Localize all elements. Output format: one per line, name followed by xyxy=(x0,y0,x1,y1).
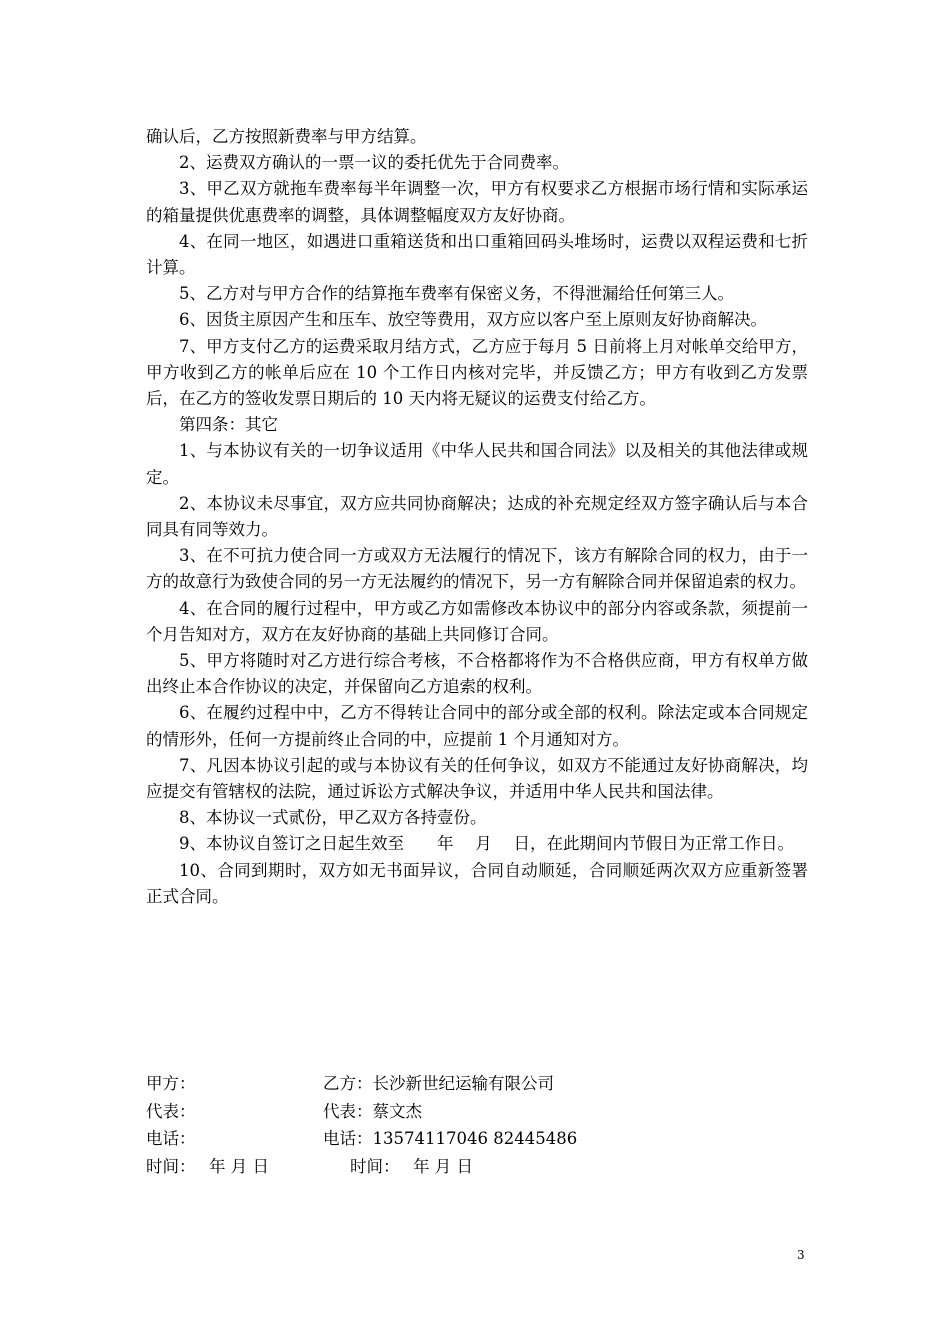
party-a-label: 甲方： xyxy=(146,1074,196,1093)
paragraph: 9、本协议自签订之日起生效至 年 月 日，在此期间内节假日为正常工作日。 xyxy=(179,834,794,854)
time-a: 时间： 年 月 日 xyxy=(146,1156,269,1176)
rep-a-label: 代表： xyxy=(146,1101,196,1121)
phone-a-label: 电话： xyxy=(146,1129,196,1148)
paragraph: 3、甲乙双方就拖车费率每半年调整一次，甲方有权要求乙方根据市场行情和实际承运的箱量提供优惠费率的调整，具体调整幅度双方友好协商。 xyxy=(146,179,808,225)
paragraph: 4、在合同的履行过程中，甲方或乙方如需修改本协议中的部分内容或条款，须提前一个月告知对方，双方在友好协商的基础上共同修订合同。 xyxy=(146,598,808,644)
paragraph: 确认后，乙方按照新费率与甲方结算。 xyxy=(146,127,427,146)
signature-row-phone xyxy=(146,1125,808,1153)
paragraph: 5、甲方将随时对乙方进行综合考核，不合格都将作为不合格供应商，甲方有权单方做出终止本合作协议的决定，并保留向乙方追索的权利。 xyxy=(146,651,808,697)
paragraph: 8、本协议一式贰份，甲乙双方各持壹份。 xyxy=(179,808,487,828)
signature-row-time xyxy=(146,1153,808,1181)
signature-row-representative xyxy=(146,1098,808,1126)
paragraph: 2、运费双方确认的一票一议的委托优先于合同费率。 xyxy=(179,153,569,173)
signature-block xyxy=(146,1070,808,1180)
paragraph: 1、与本协议有关的一切争议适用《中华人民共和国合同法》以及相关的其他法律或规定。 xyxy=(146,441,808,487)
party-b-name: 乙方：长沙新世纪运输有限公司 xyxy=(323,1074,554,1093)
paragraph: 10、合同到期时，双方如无书面异议，合同自动顺延，合同顺延两次双方应重新签署正式合同。 xyxy=(146,860,808,906)
paragraph: 7、凡因本协议引起的或与本协议有关的任何争议，如双方不能通过友好协商解决，均应提交有管辖权的法院，通过诉讼方式解决争议，并适用中华人民共和国法律。 xyxy=(146,755,808,802)
paragraph: 7、甲方支付乙方的运费采取月结方式，乙方应于每月 5 日前将上月对帐单交给甲方，甲方收到乙方的帐单后应在 10 个工作日内核对完毕，并反馈乙方；甲方有收到乙方发票后，在乙方的签收发票日期后的 10 天内将无疑议的运费支付给乙方。 xyxy=(146,336,808,409)
signature-row-party xyxy=(146,1070,808,1098)
paragraph: 2、本协议未尽事宜，双方应共同协商解决；达成的补充规定经双方签字确认后与本合同具有同等效力。 xyxy=(146,493,808,540)
paragraph: 4、在同一地区，如遇进口重箱送货和出口重箱回码头堆场时，运费以双程运费和七折计算。 xyxy=(146,231,808,278)
rep-b-name: 代表：蔡文杰 xyxy=(323,1101,422,1121)
time-b: 时间： 年 月 日 xyxy=(350,1156,473,1176)
paragraph: 6、在履约过程中中，乙方不得转让合同中的部分或全部的权利。除法定或本合同规定的情形外，任何一方提前终止合同的中，应提前 1 个月通知对方。 xyxy=(146,703,808,749)
paragraph: 3、在不可抗力使合同一方或双方无法履行的情况下，该方有解除合同的权力，由于一方的故意行为致使合同的另一方无法履约的情况下，另一方有解除合同并保留追索的权力。 xyxy=(146,546,808,592)
section-heading: 第四条：其它 xyxy=(179,415,278,435)
contract-body xyxy=(146,124,808,910)
paragraph: 6、因货主原因产生和压车、放空等费用，双方应以客户至上原则友好协商解决。 xyxy=(179,310,767,330)
page-number: 3 xyxy=(797,1248,805,1262)
paragraph: 5、乙方对与甲方合作的结算拖车费率有保密义务，不得泄漏给任何第三人。 xyxy=(179,284,734,304)
phone-b-value: 电话：13574117046 82445486 xyxy=(323,1129,578,1148)
